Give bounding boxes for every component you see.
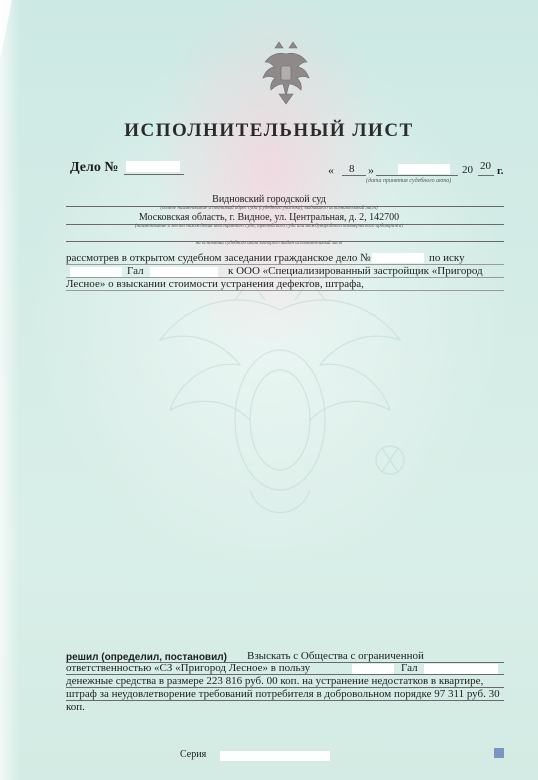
- date-quote-open: «: [328, 163, 334, 177]
- blank-stamp-mark: [494, 748, 504, 758]
- background-eagle-watermark-icon: [120, 270, 440, 550]
- court-name-caption: (полное наименование и почтовый адрес суда (судебного участка), выдавшего исполнительный лист): [160, 206, 378, 211]
- date-quote-close: »: [368, 163, 374, 177]
- redacted-recipient-first: [352, 664, 394, 674]
- redacted-case-number: [126, 161, 180, 172]
- decision-line-4: штраф за неудовлетворение требований потребителя в добровольном порядке 97 311 руб. 30: [66, 688, 500, 700]
- decision-label: решил (определил, постановил): [66, 652, 227, 663]
- year-prefix: 20: [462, 164, 473, 176]
- redacted-plaintiff-last: [150, 267, 218, 277]
- redacted-month: [398, 164, 450, 174]
- case-line-3: Лесное» о взыскании стоимости устранения дефектов, штрафа,: [66, 278, 364, 290]
- document-title: ИСПОЛНИТЕЛЬНЫЙ ЛИСТ: [124, 120, 414, 141]
- court-name: Видновский городской суд: [212, 194, 326, 205]
- case-line-1a: рассмотрев в открытом судебном заседании гражданское дело №: [66, 252, 371, 264]
- date-day-underline: [342, 175, 366, 176]
- series-label: Серия: [180, 749, 207, 760]
- decision-line-4-underline: [66, 700, 504, 701]
- decision-line-3: денежные средства в размере 223 816 руб. 00 коп. на устранение недостатков в квартире,: [66, 675, 484, 687]
- year-suffix: 20: [480, 160, 491, 172]
- date-month-underline: [376, 175, 458, 176]
- redacted-series-number: [220, 751, 330, 761]
- case-number-underline: [124, 174, 184, 175]
- coat-of-arms-icon: [257, 40, 315, 106]
- torn-corner: [0, 0, 12, 60]
- case-line-3-underline: [66, 290, 504, 291]
- act-caption: на основании судебного акта которого выдан исполнительный лист: [195, 241, 343, 246]
- year-underline: [478, 175, 494, 176]
- case-line-2b: к ООО «Специализированный застройщик «Пригород: [228, 265, 483, 277]
- redacted-plaintiff-first: [70, 267, 122, 277]
- date-caption: (дата принятия судебного акта): [366, 178, 452, 184]
- date-day: 8: [349, 163, 355, 175]
- page-fold-shadow: [0, 0, 20, 780]
- year-unit: г.: [497, 165, 504, 177]
- decision-line-1: Взыскать с Общества с ограниченной: [247, 650, 424, 662]
- redacted-civil-case-number: [372, 253, 424, 263]
- decision-line-2b: Гал: [401, 662, 418, 674]
- redacted-recipient-last: [424, 664, 498, 674]
- decision-line-2a: ответственностью «СЗ «Пригород Лесное» в пользу: [66, 662, 311, 674]
- case-line-2a: Гал: [127, 265, 144, 277]
- case-line-1b: по иску: [429, 252, 465, 264]
- case-number-label: Дело №: [70, 160, 119, 175]
- court-address: Московская область, г. Видное, ул. Центральная, д. 2, 142700: [138, 212, 400, 223]
- court-address-caption: (наименование и место нахождения иностранного суда, третейского суда или международного коммерческого арбитража): [134, 224, 404, 229]
- decision-line-5: коп.: [66, 701, 85, 713]
